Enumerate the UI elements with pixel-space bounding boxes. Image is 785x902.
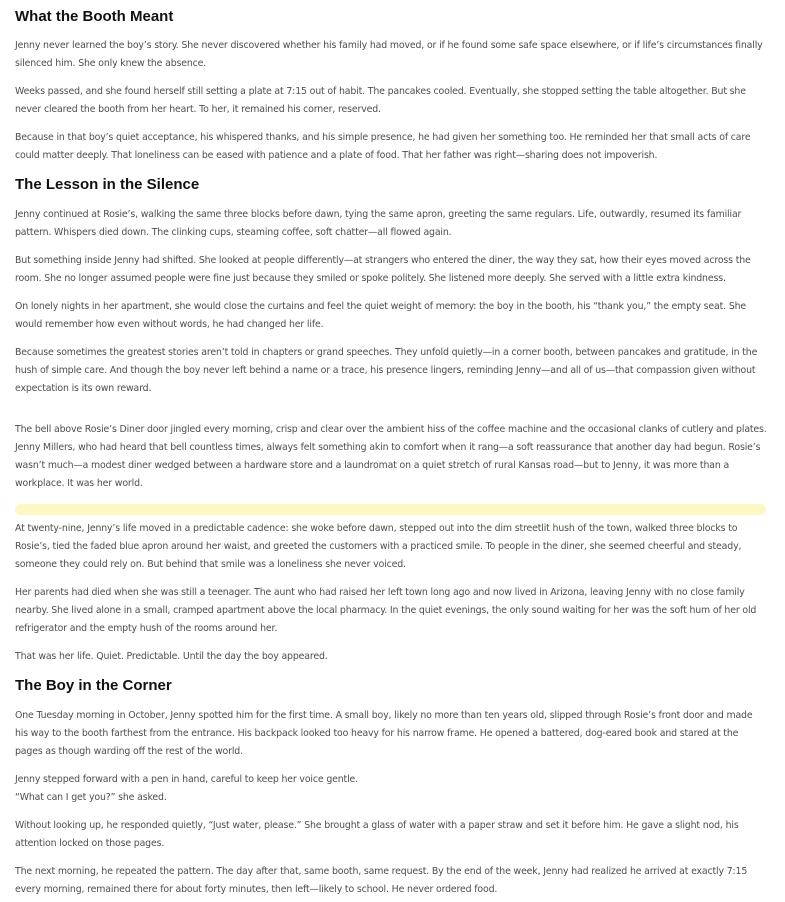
- paragraph: “What can I get you?” she asked.: [15, 792, 167, 803]
- paragraph: Jenny continued at Rosie’s, walking the same three blocks before dawn, tying the same apron, greeting the same regulars. Life, outwardly, resumed its familiar pattern. Whispers died down. The clinking cups, steaming coffee, soft chatter—all flowed again.: [15, 209, 742, 238]
- section-heading-boy-corner: The Boy in the Corner: [15, 677, 172, 694]
- paragraph: Her parents had died when she was still a teenager. The aunt who had raised her left town long ago and now lived in Arizona, leaving Jenny with no close family nearby. She lived alone in a small, cramped apartment above the local pharmacy. In the quiet evenings, the only sound waiting for her was the soft hum of her old refrigerator and the empty hush of the rooms around her.: [15, 587, 757, 634]
- paragraph: One Tuesday morning in October, Jenny spotted him for the first time. A small boy, likely no more than ten years old, slipped through Rosie’s front door and made his way to the booth farthest from the entrance. His backpack looked too heavy for his narrow frame. He opened a battered, dog-eared book and stared at the pages as though warding off the rest of the world.: [15, 710, 753, 757]
- paragraph: Jenny stepped forward with a pen in hand, careful to keep her voice gentle.: [15, 774, 358, 785]
- paragraph: At twenty-nine, Jenny’s life moved in a predictable cadence: she woke before dawn, stepped out into the dim streetlit hush of the town, walked three blocks to Rosie’s, tied the faded blue apron around her waist, and greeted the customers with a practiced smile. To people in the diner, she seemed cheerful and steady, someone they could rely on. But behind that smile was a loneliness she never voiced.: [15, 523, 742, 570]
- paragraph: Because sometimes the greatest stories aren’t told in chapters or grand speeches. They unfold quietly—in a corner booth, between pancakes and gratitude, in the hush of simple care. And though the boy never left behind a name or a trace, his presence lingers, reminding Jenny—and all of us—that compassion given without expectation is its own reward.: [15, 347, 758, 394]
- paragraph: Jenny never learned the boy’s story. She never discovered whether his family had moved, or if he found some safe space elsewhere, or if life’s circumstances finally silenced him. She only knew the absence.: [15, 40, 763, 69]
- highlight-divider: [15, 504, 766, 515]
- section-heading-booth-meant: What the Booth Meant: [15, 8, 174, 25]
- paragraph: Weeks passed, and she found herself still setting a plate at 7:15 out of habit. The pancakes cooled. Eventually, she stopped setting the table altogether. But she never cleared the booth from her heart. To her, it remained his corner, reserved.: [15, 86, 746, 115]
- paragraph: The next morning, he repeated the pattern. The day after that, same booth, same request. By the end of the week, Jenny had realized he arrived at exactly 7:15 every morning, remained there for about forty minutes, then left—likely to school. He never ordered food.: [15, 866, 748, 895]
- paragraph: On lonely nights in her apartment, she would close the curtains and feel the quiet weight of memory: the boy in the booth, his “thank you,” the empty seat. She would remember how even without words, he had changed her life.: [15, 301, 747, 330]
- paragraph: That was her life. Quiet. Predictable. Until the day the boy appeared.: [15, 651, 328, 662]
- paragraph: But something inside Jenny had shifted. She looked at people differently—at strangers who entered the diner, the way they sat, how their eyes moved across the room. She no longer assumed people were fine just because they smiled or spoke politely. She listened more deeply. She served with a little extra kindness.: [15, 255, 751, 284]
- paragraph: The bell above Rosie’s Diner door jingled every morning, crisp and clear over the ambient hiss of the coffee machine and the occasional clanks of cutlery and plates. Jenny Millers, who had heard that bell countless times, always felt something akin to comfort when it rang—a soft reassurance that another day had begun. Rosie’s wasn’t much—a modest diner wedged between a hardware store and a laundromat on a quiet stretch of rural Kansas road—but to Jenny, it was more than a workplace. It was her world.: [15, 424, 767, 489]
- paragraph: Because in that boy’s quiet acceptance, his whispered thanks, and his simple presence, he had given her something too. He reminded her that small acts of care could matter deeply. That loneliness can be eased with patience and a plate of food. That her father was right—sharing does not impoverish.: [15, 132, 751, 161]
- section-heading-lesson-silence: The Lesson in the Silence: [15, 176, 200, 193]
- paragraph: Without looking up, he responded quietly, “Just water, please.” She brought a glass of water with a paper straw and set it before him. He gave a slight nod, his attention locked on those pages.: [15, 820, 739, 849]
